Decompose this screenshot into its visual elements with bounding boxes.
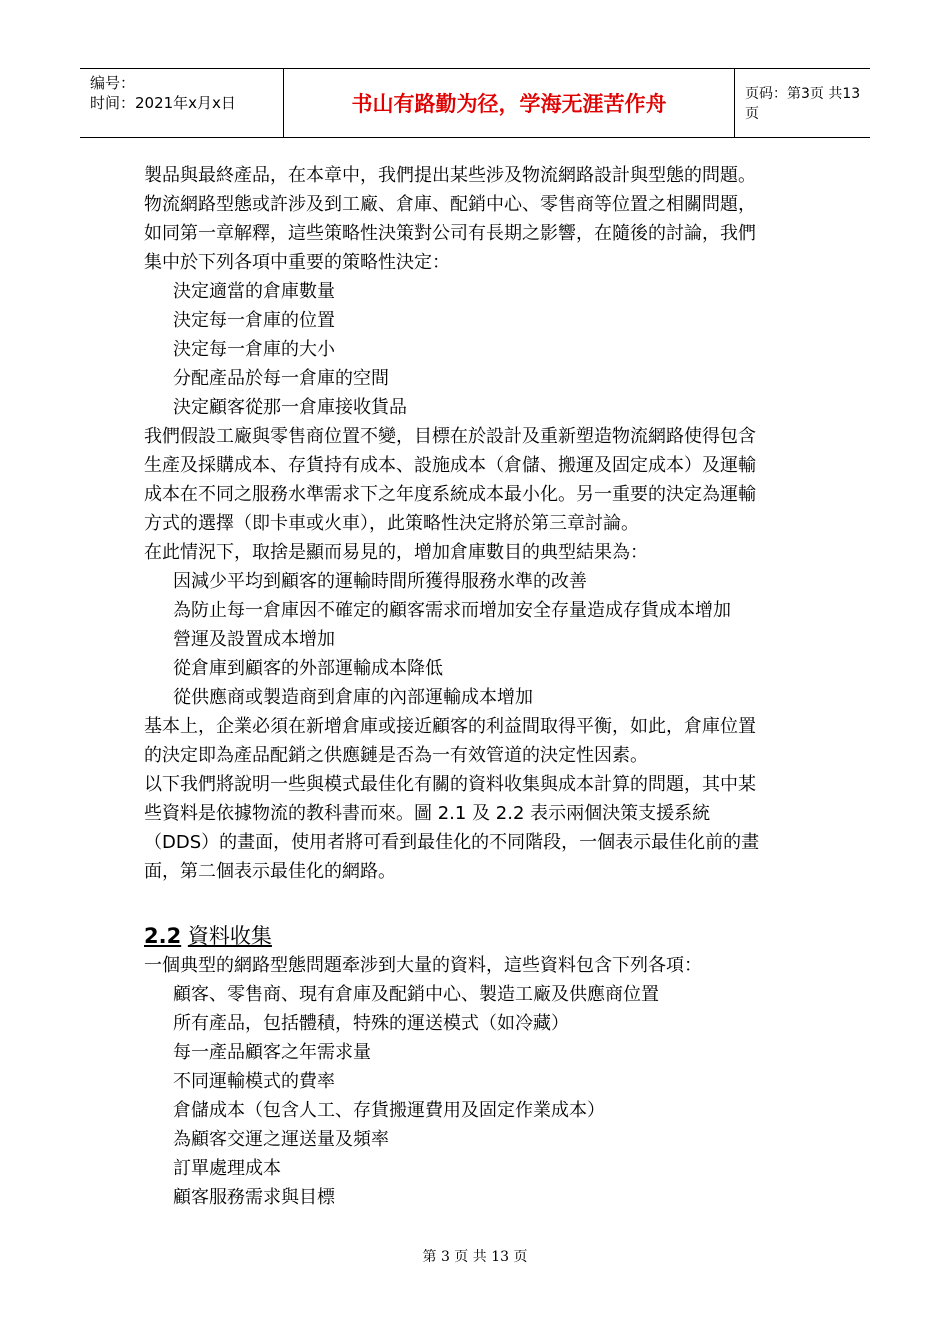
paragraph-tradeoff (144, 538, 814, 567)
list-item: 每一產品顧客之年需求量 (173, 1042, 371, 1063)
list-item: 所有產品，包括體積，特殊的運送模式（如冷藏） (173, 1013, 569, 1034)
page-footer: 第 3 页 共 13 页 (422, 1249, 528, 1265)
list-item: 決定每一倉庫的位置 (173, 310, 335, 331)
page-header (80, 68, 870, 138)
text-line: （DDS）的畫面，使用者將可看到最佳化的不同階段，一個表示最佳化前的畫 (144, 832, 760, 853)
section-heading (144, 921, 814, 951)
paragraph-balance (144, 712, 814, 770)
list-item: 決定適當的倉庫數量 (173, 281, 335, 302)
list-item: 決定每一倉庫的大小 (173, 339, 335, 360)
list-item: 因減少平均到顧客的運輸時間所獲得服務水準的改善 (173, 571, 587, 592)
strategic-decisions-list (144, 277, 814, 422)
paragraph-dss (144, 770, 814, 886)
list-item: 不同運輸模式的費率 (173, 1071, 335, 1092)
text-line: 製品與最終產品，在本章中，我們提出某些涉及物流網路設計與型態的問題。 (144, 165, 756, 186)
header-page-info: 页码：第3页 共13页 (745, 86, 861, 122)
text-line: 在此情況下，取捨是顯而易見的，增加倉庫數目的典型結果為： (144, 542, 648, 563)
list-item: 訂單處理成本 (173, 1158, 281, 1179)
list-item: 為防止每一倉庫因不確定的顧客需求而增加安全存量造成存貨成本增加 (173, 600, 731, 621)
text-line: 集中於下列各項中重要的策略性決定： (144, 252, 450, 273)
list-item: 倉儲成本（包含人工、存貨搬運費用及固定作業成本） (173, 1100, 605, 1121)
paragraph-objective (144, 422, 814, 538)
text-line: 面，第二個表示最佳化的網路。 (144, 861, 396, 882)
list-item: 營運及設置成本增加 (173, 629, 335, 650)
list-item: 從供應商或製造商到倉庫的內部運輸成本增加 (173, 687, 533, 708)
text-line: 生產及採購成本、存貨持有成本、設施成本（倉儲、搬運及固定成本）及運輸 (144, 455, 756, 476)
data-items-list (144, 980, 814, 1212)
list-item: 為顧客交運之運送量及頻率 (173, 1129, 389, 1150)
text-line: 如同第一章解釋，這些策略性決策對公司有長期之影響，在隨後的討論，我們 (144, 223, 756, 244)
list-item: 決定顧客從那一倉庫接收貨品 (173, 397, 407, 418)
document-time: 时间：2021年x月x日 (90, 94, 236, 112)
text-line: 基本上，企業必須在新增倉庫或接近顧客的利益間取得平衡，如此，倉庫位置 (144, 716, 756, 737)
spacer (144, 886, 814, 921)
text-line: 物流網路型態或許涉及到工廠、倉庫、配銷中心、零售商等位置之相關問題， (144, 194, 756, 215)
paragraph-data-intro (144, 951, 814, 980)
document-body (144, 161, 814, 1212)
list-item: 分配產品於每一倉庫的空間 (173, 368, 389, 389)
section-number: 2.2 (144, 924, 182, 948)
text-line: 以下我們將說明一些與模式最佳化有關的資料收集與成本計算的問題，其中某 (144, 774, 756, 795)
header-motto: 书山有路勤为径，学海无涯苦作舟 (283, 69, 735, 137)
document-number-label: 编号： (90, 74, 136, 92)
section-title: 資料收集 (187, 924, 272, 948)
text-line: 我們假設工廠與零售商位置不變，目標在於設計及重新塑造物流網路使得包含 (144, 426, 756, 447)
text-line: 的決定即為產品配銷之供應鏈是否為一有效管道的決定性因素。 (144, 745, 648, 766)
list-item: 顧客、零售商、現有倉庫及配銷中心、製造工廠及供應商位置 (173, 984, 659, 1005)
text-line: 成本在不同之服務水準需求下之年度系統成本最小化。另一重要的決定為運輸 (144, 484, 756, 505)
text-line: 方式的選擇（即卡車或火車），此策略性決定將於第三章討論。 (144, 513, 639, 534)
header-meta (80, 69, 283, 137)
text-line: 一個典型的網路型態問題牽涉到大量的資料，這些資料包含下列各項： (144, 955, 702, 976)
warehouse-effects-list (144, 567, 814, 712)
text-line: 些資料是依據物流的教科書而來。圖 2.1 及 2.2 表示兩個決策支援系統 (144, 803, 711, 824)
list-item: 顧客服務需求與目標 (173, 1187, 335, 1208)
list-item: 從倉庫到顧客的外部運輸成本降低 (173, 658, 443, 679)
paragraph-intro (144, 161, 814, 277)
